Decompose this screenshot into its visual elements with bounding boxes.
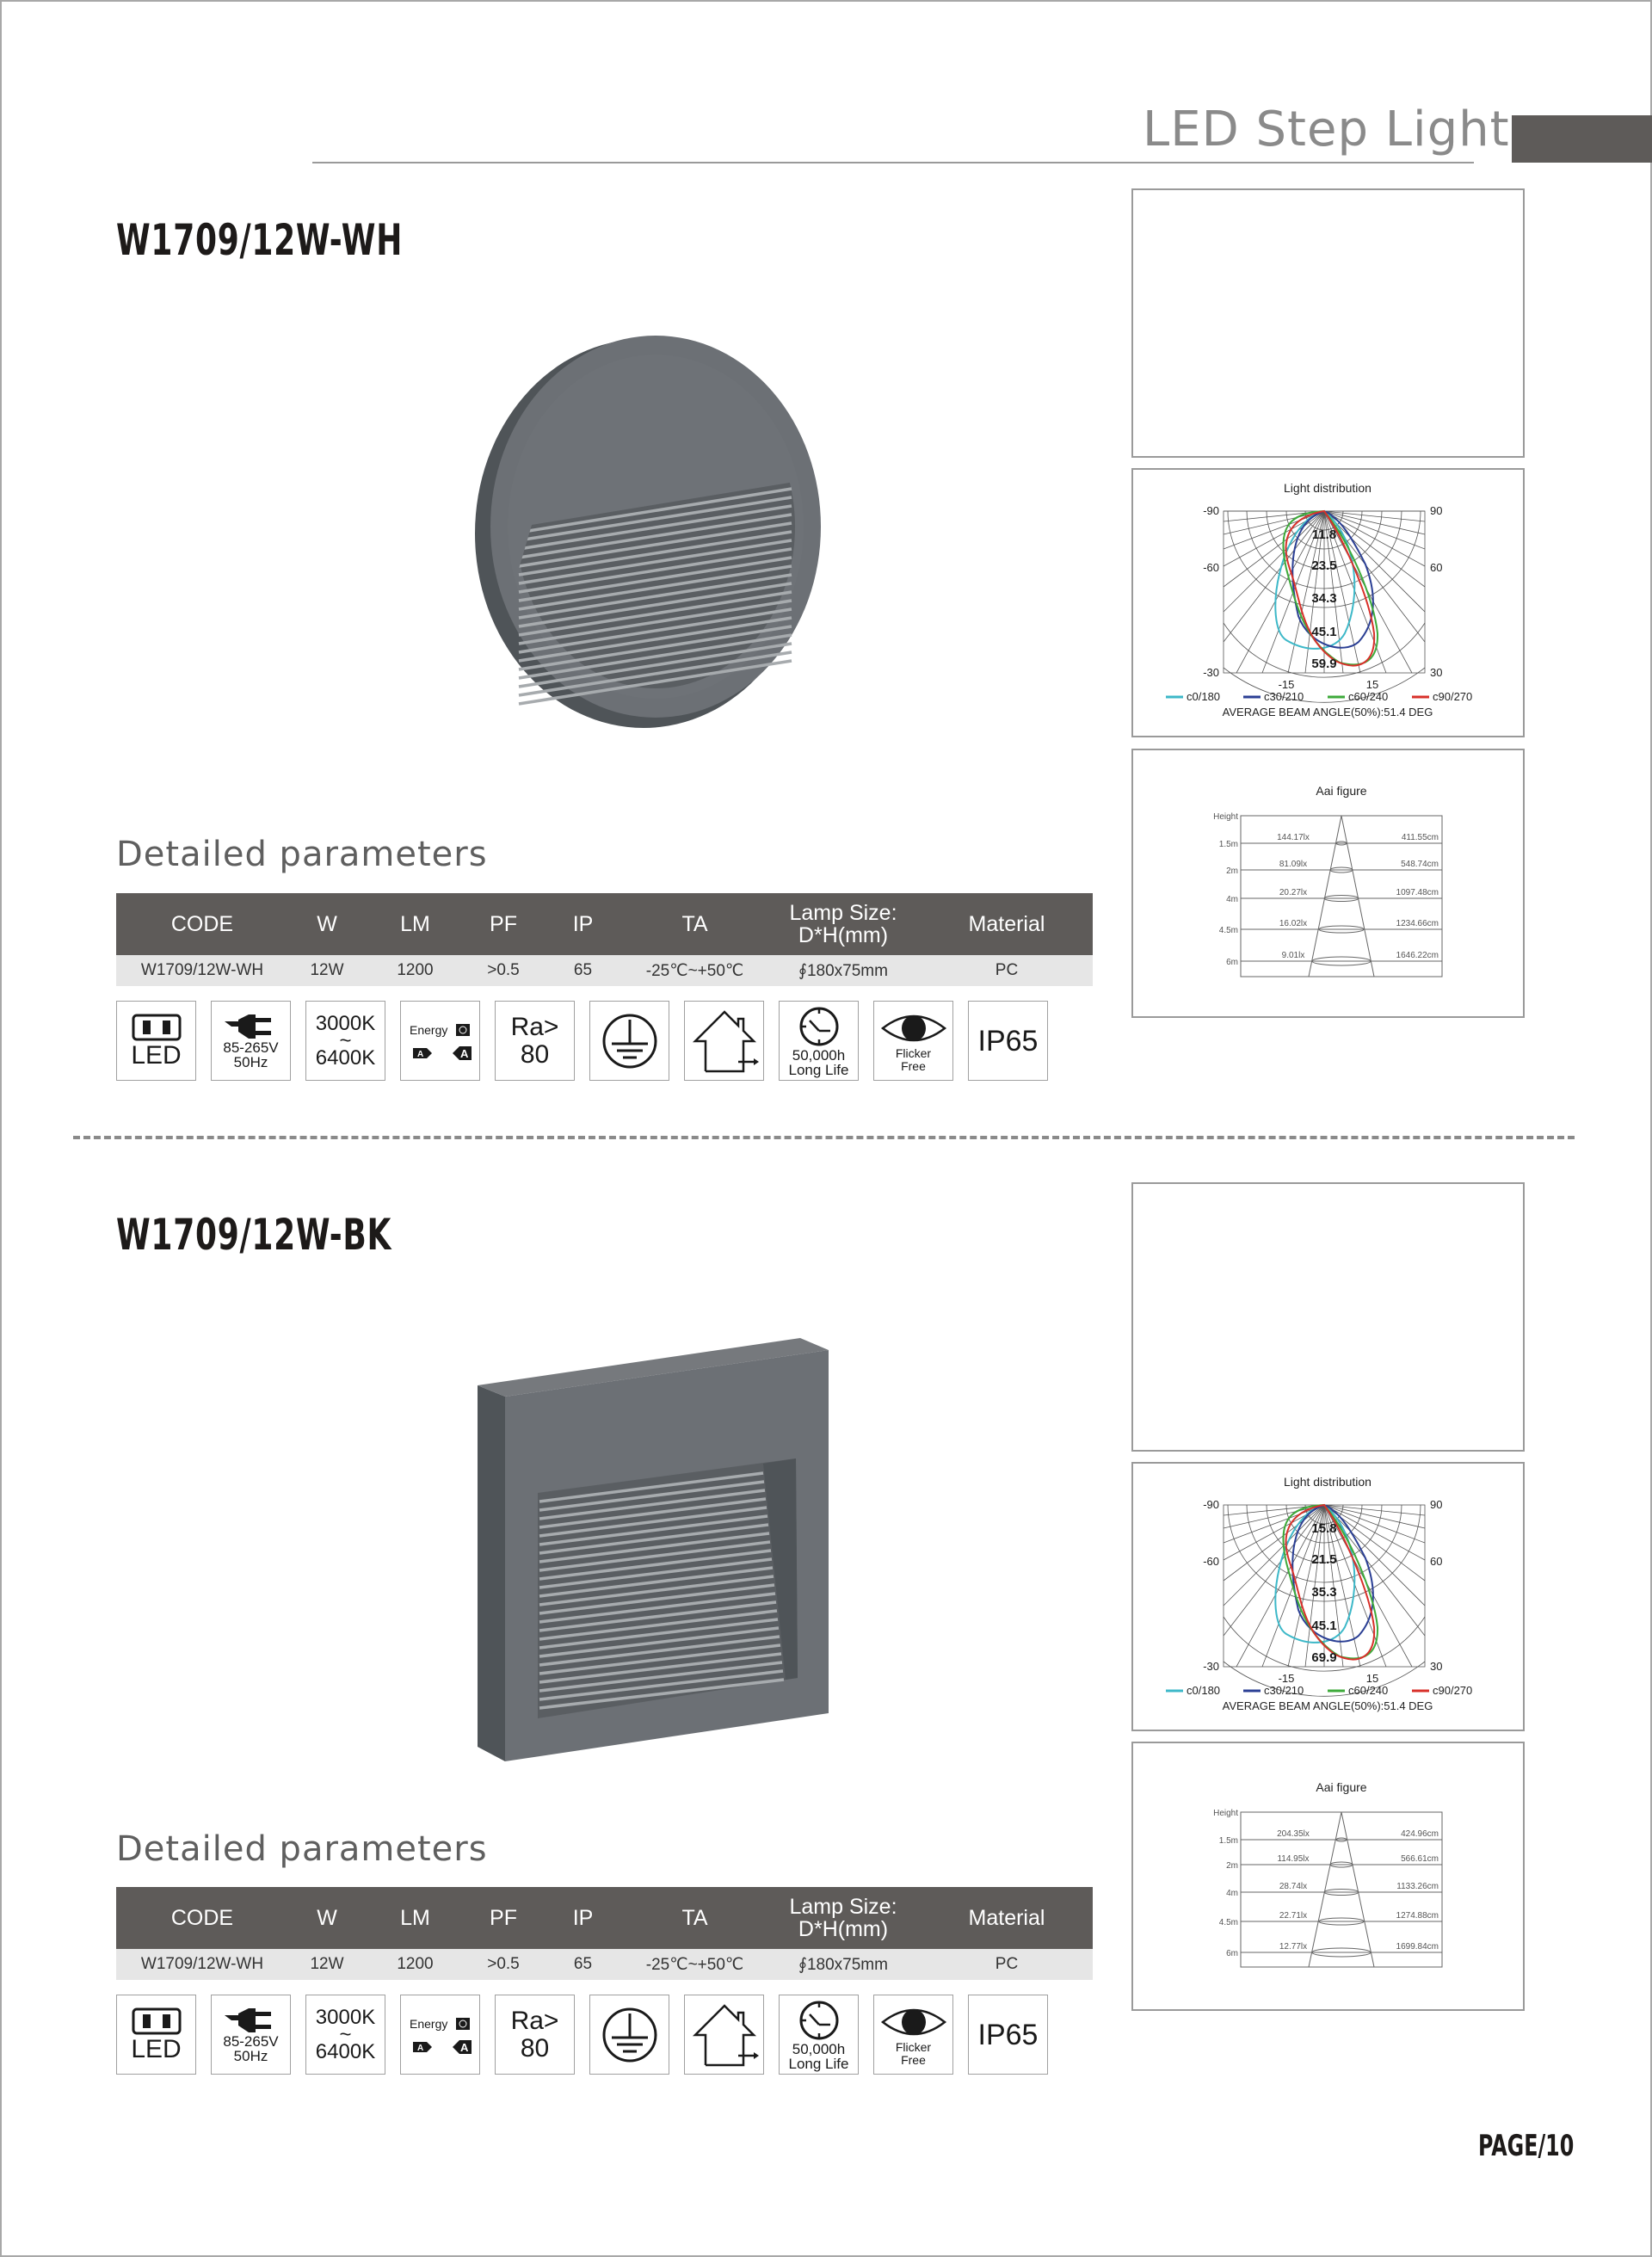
col-code: CODE [116,893,288,955]
svg-text:81.09lx: 81.09lx [1279,860,1308,869]
svg-text:15: 15 [1365,1672,1379,1685]
led-chip-icon [131,1013,182,1042]
svg-text:Energy: Energy [409,1022,447,1037]
svg-text:AVERAGE BEAM ANGLE(50%):51.4: AVERAGE BEAM ANGLE(50%):51.4 DEG [1222,1699,1433,1712]
svg-text:1133.26cm: 1133.26cm [1396,1882,1439,1891]
table-row [116,955,1093,986]
svg-text:20.27lx: 20.27lx [1279,888,1308,897]
col-ip: IP [542,893,624,955]
col-ta: TA [624,893,766,955]
svg-text:22.71lx: 22.71lx [1279,1911,1308,1921]
svg-text:A: A [459,1046,468,1060]
header-rule [312,162,1474,163]
cell-lumen: 1200 [366,955,465,986]
feature-indoor [684,1995,764,2075]
svg-text:9.01lx: 9.01lx [1281,951,1305,960]
svg-text:c60/240: c60/240 [1348,690,1389,703]
section-heading: Detailed parameters [116,1829,488,1869]
svg-text:11.8: 11.8 [1311,527,1337,542]
cell-ip: 65 [542,1949,624,1980]
feature-cct: 3000K ~ 6400K [305,1995,385,2075]
svg-text:28.74lx: 28.74lx [1279,1882,1308,1891]
svg-text:21.5: 21.5 [1311,1552,1337,1567]
svg-text:Height: Height [1213,812,1238,822]
svg-text:16.02lx: 16.02lx [1279,919,1308,928]
aai-figure-panel [1131,749,1525,1018]
svg-text:4.5m: 4.5m [1218,1918,1238,1927]
svg-text:4.5m: 4.5m [1218,926,1238,935]
svg-text:Aai figure: Aai figure [1316,784,1367,798]
indoor-house-icon [690,1007,759,1076]
aai-figure-chart [1133,1743,1523,2009]
light-distribution-panel [1131,1462,1525,1731]
feature-energy [400,1995,480,2075]
svg-text:424.96cm: 424.96cm [1401,1829,1439,1839]
svg-text:c60/240: c60/240 [1348,1684,1389,1697]
spec-table-header [116,1887,1093,1949]
svg-text:-30: -30 [1203,666,1219,679]
feature-led: LED [116,1995,196,2075]
spec-table [116,1887,1093,1980]
col-pf: PF [465,893,542,955]
svg-text:Light distribution: Light distribution [1284,481,1372,495]
svg-text:1646.22cm: 1646.22cm [1396,951,1439,960]
svg-text:144.17lx: 144.17lx [1277,833,1310,842]
svg-text:-30: -30 [1203,1660,1219,1673]
feature-flicker-free: Flicker Free [873,1995,953,2075]
svg-text:4m: 4m [1226,895,1238,904]
image-placeholder-box [1131,188,1525,458]
product-title: W1709/12W-WH [116,215,404,265]
svg-text:23.5: 23.5 [1311,558,1337,573]
svg-text:1.5m: 1.5m [1218,840,1238,849]
image-placeholder-box [1131,1182,1525,1452]
round-step-light-image [472,332,824,730]
svg-text:c90/270: c90/270 [1433,1684,1473,1697]
svg-text:A: A [459,2040,468,2054]
svg-text:-90: -90 [1203,504,1219,517]
svg-text:4m: 4m [1226,1889,1238,1898]
spec-table-header [116,893,1093,955]
svg-text:1234.66cm: 1234.66cm [1396,919,1439,928]
section-divider [73,1136,1575,1139]
cell-pf: >0.5 [465,1949,542,1980]
svg-text:-15: -15 [1278,678,1295,691]
col-lumen: LM [366,893,465,955]
svg-text:35.3: 35.3 [1311,1585,1337,1600]
cell-ip: 65 [542,955,624,986]
svg-text:59.9: 59.9 [1311,657,1337,671]
svg-text:-90: -90 [1203,1498,1219,1511]
svg-text:30: 30 [1430,666,1443,679]
feature-cct: 3000K ~ 6400K [305,1001,385,1081]
col-ta: TA [624,1887,766,1949]
svg-text:-60: -60 [1203,1555,1219,1568]
svg-text:c30/210: c30/210 [1264,690,1304,703]
light-distribution-chart [1133,1464,1523,1730]
svg-text:45.1: 45.1 [1311,625,1337,639]
cell-pf: >0.5 [465,955,542,986]
col-lamp-size: Lamp Size: D*H(mm) [766,893,921,955]
svg-text:411.55cm: 411.55cm [1401,833,1439,842]
cell-lumen: 1200 [366,1949,465,1980]
svg-text:90: 90 [1430,1498,1443,1511]
svg-text:A: A [416,2043,423,2053]
feature-voltage: 85-265V 50Hz [211,1995,291,2075]
svg-text:Height: Height [1213,1809,1238,1818]
feature-cri: Ra> 80 [495,1995,575,2075]
svg-text:Energy: Energy [409,2016,447,2031]
feature-ip-rating: IP65 [968,1995,1048,2075]
col-code: CODE [116,1887,288,1949]
col-ip: IP [542,1887,624,1949]
cell-material: PC [921,1949,1093,1980]
svg-text:Aai figure: Aai figure [1316,1780,1367,1794]
svg-text:60: 60 [1430,1555,1443,1568]
ground-symbol-icon [600,1011,660,1071]
header-accent-block [1512,115,1652,163]
svg-text:15.8: 15.8 [1311,1521,1337,1536]
svg-text:30: 30 [1430,1660,1443,1673]
svg-text:6m: 6m [1226,958,1238,967]
svg-text:548.74cm: 548.74cm [1401,860,1439,869]
cell-ta: -25℃~+50℃ [624,955,766,986]
feature-grounding [589,1001,669,1081]
svg-text:A: A [416,1049,423,1059]
feature-cri: Ra> 80 [495,1001,575,1081]
light-distribution-chart [1133,470,1523,736]
aai-figure-panel [1131,1742,1525,2011]
indoor-house-icon [690,2001,759,2069]
aai-figure-chart [1133,750,1523,1016]
feature-voltage: 85-265V 50Hz [211,1001,291,1081]
svg-text:2m: 2m [1226,866,1238,876]
energy-label-icon [406,1015,475,1067]
cell-watt: 12W [288,955,366,986]
cell-code: W1709/12W-WH [116,955,288,986]
svg-text:c30/210: c30/210 [1264,1684,1304,1697]
square-step-light-image [478,1338,835,1764]
cell-watt: 12W [288,1949,366,1980]
svg-text:12.77lx: 12.77lx [1279,1942,1308,1952]
svg-text:1274.88cm: 1274.88cm [1396,1911,1439,1921]
light-distribution-panel [1131,468,1525,737]
svg-text:45.1: 45.1 [1311,1619,1337,1633]
col-pf: PF [465,1887,542,1949]
cell-lamp-size: ∮180x75mm [766,1949,921,1980]
svg-text:15: 15 [1365,678,1379,691]
ground-symbol-icon [600,2005,660,2065]
product-title: W1709/12W-BK [116,1210,392,1260]
eye-icon [879,1009,948,1047]
col-lamp-size: Lamp Size: D*H(mm) [766,1887,921,1949]
feature-lifetime: 50,000h Long Life [779,1995,859,2075]
svg-text:1699.84cm: 1699.84cm [1396,1942,1439,1952]
col-material: Material [921,893,1093,955]
cell-material: PC [921,955,1093,986]
svg-text:566.61cm: 566.61cm [1401,1854,1439,1864]
feature-indoor [684,1001,764,1081]
led-chip-icon [131,2007,182,2036]
col-watt: W [288,1887,366,1949]
table-row [116,1949,1093,1980]
svg-text:204.35lx: 204.35lx [1277,1829,1310,1839]
svg-text:c0/180: c0/180 [1187,690,1221,703]
svg-text:6m: 6m [1226,1949,1238,1958]
col-material: Material [921,1887,1093,1949]
eye-icon [879,2003,948,2041]
svg-text:60: 60 [1430,561,1443,574]
feature-grounding [589,1995,669,2075]
svg-text:90: 90 [1430,504,1443,517]
feature-led: LED [116,1001,196,1081]
svg-text:69.9: 69.9 [1311,1650,1337,1665]
svg-text:34.3: 34.3 [1311,591,1337,606]
catalog-title: LED Step Light [1143,102,1510,157]
svg-text:Light distribution: Light distribution [1284,1475,1372,1489]
svg-text:1.5m: 1.5m [1218,1836,1238,1846]
feature-flicker-free: Flicker Free [873,1001,953,1081]
col-watt: W [288,893,366,955]
power-plug-icon [223,1013,280,1040]
cell-ta: -25℃~+50℃ [624,1949,766,1980]
cell-code: W1709/12W-WH [116,1949,288,1980]
feature-energy [400,1001,480,1081]
svg-text:114.95lx: 114.95lx [1277,1854,1310,1864]
energy-label-icon [406,2009,475,2061]
svg-text:-15: -15 [1278,1672,1295,1685]
svg-text:c0/180: c0/180 [1187,1684,1221,1697]
svg-text:c90/270: c90/270 [1433,690,1473,703]
feature-ip-rating: IP65 [968,1001,1048,1081]
col-lumen: LM [366,1887,465,1949]
cell-lamp-size: ∮180x75mm [766,955,921,986]
svg-text:1097.48cm: 1097.48cm [1396,888,1439,897]
power-plug-icon [223,2007,280,2034]
page-number: PAGE/10 [1478,2129,1575,2163]
feature-lifetime: 50,000h Long Life [779,1001,859,1081]
svg-text:AVERAGE BEAM ANGLE(50%):51.4: AVERAGE BEAM ANGLE(50%):51.4 DEG [1222,706,1433,718]
svg-text:2m: 2m [1226,1861,1238,1871]
clock-icon [798,1999,841,2042]
spec-table [116,893,1093,986]
clock-icon [798,1005,841,1048]
section-heading: Detailed parameters [116,835,488,874]
svg-text:-60: -60 [1203,561,1219,574]
